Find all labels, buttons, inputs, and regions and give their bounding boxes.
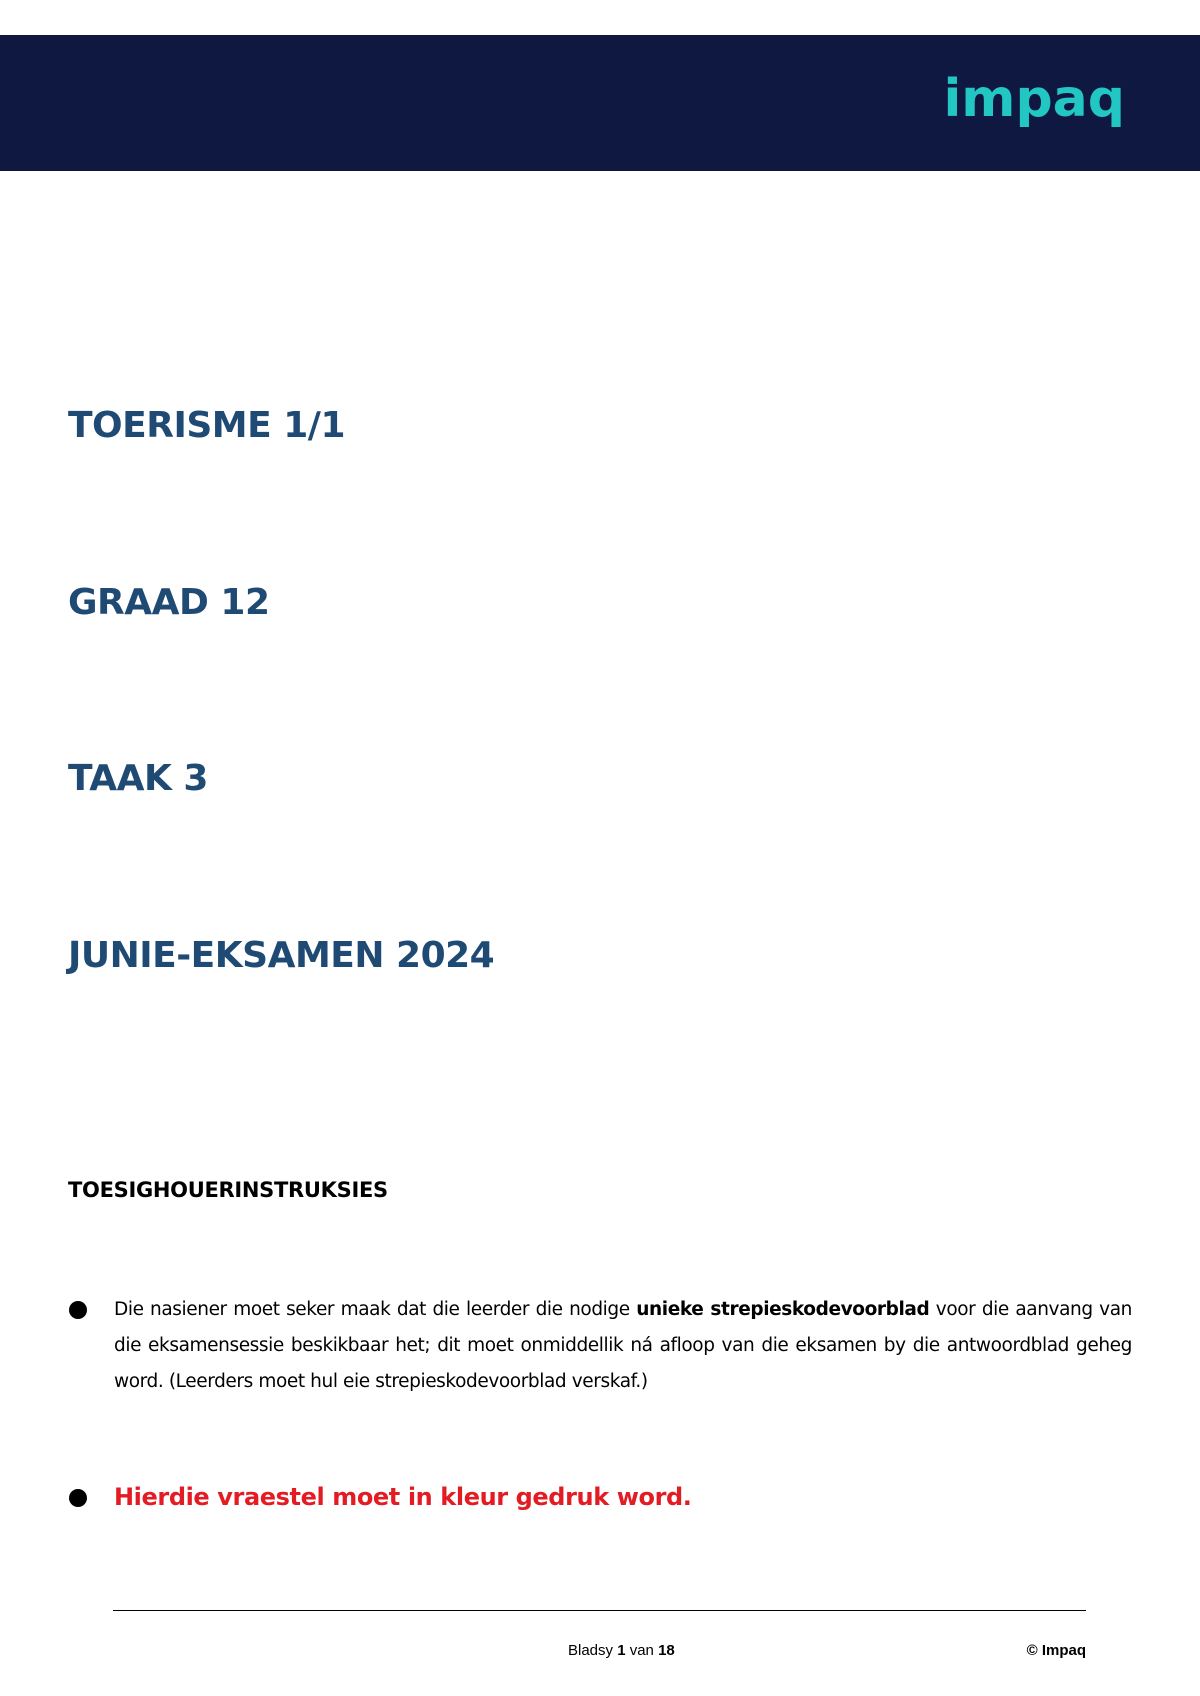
page-total: 18: [658, 1642, 675, 1659]
grade-title: GRAAD 12: [68, 582, 270, 623]
instruction-item-barcode: [68, 1292, 1132, 1400]
color-print-warning: Hierdie vraestel moet in kleur gedruk word.: [114, 1483, 692, 1511]
page-number: 1: [617, 1642, 626, 1659]
instruction-text: [114, 1292, 1132, 1400]
instruction-text-part: voor die aanvang van die eksamensessie beskikbaar het; dit moet onmiddellik ná afloop van die eksamen by die antwoordblad geheg word. (Leerders moet hul eie strepieskodevoorblad verskaf.): [114, 1299, 1132, 1392]
instruction-bold-text: unieke strepieskodevoorblad: [636, 1299, 930, 1320]
task-title: TAAK 3: [68, 758, 208, 799]
instructions-list: [68, 1292, 1132, 1515]
instruction-item-color-print: [68, 1479, 1132, 1515]
page-label: Bladsy: [568, 1642, 614, 1659]
instruction-text-part: Die nasiener moet seker maak dat die leerder die nodige: [114, 1299, 637, 1320]
footer-divider: [113, 1610, 1086, 1611]
header-band: [0, 35, 1200, 171]
page-indicator: [568, 1642, 675, 1659]
of-label: van: [629, 1642, 654, 1659]
instructions-heading: TOESIGHOUERINSTRUKSIES: [68, 1178, 388, 1202]
bullet-icon: [69, 1489, 87, 1507]
subject-title: TOERISME 1/1: [68, 405, 345, 446]
bullet-icon: [69, 1301, 87, 1319]
impaq-logo: impaq: [943, 69, 1125, 129]
exam-title: JUNIE-EKSAMEN 2024: [68, 935, 495, 976]
copyright-notice: © Impaq: [1026, 1642, 1086, 1659]
